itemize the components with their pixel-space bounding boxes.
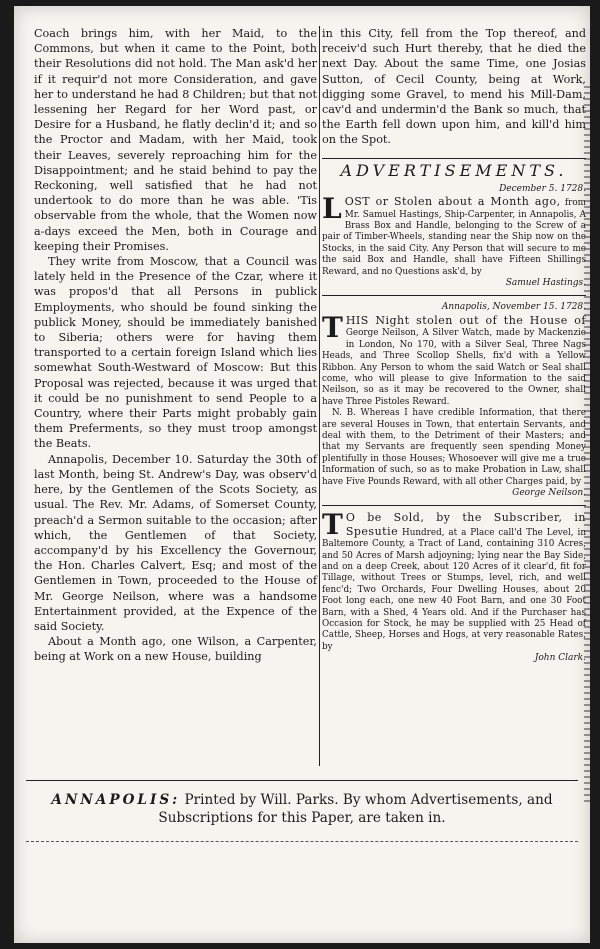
- ad-divider: [322, 295, 586, 296]
- advertisements-heading: ADVERTISEMENTS.: [322, 158, 586, 178]
- ad-lead: O be Sold, by the Subscriber, in Spesutie: [345, 511, 586, 538]
- ad-body: from Mr. Samuel Hastings, Ship-Carpenter, in Annapolis, A Brass Box and Handle, belonging to the Screw of a pair of Timber-Wheels, standing near the Ship now on the Stocks, in the said City. Any Person that will secure to me the said Box and Handle, shall have Fifteen Shillings Reward, and no Questions ask'd, by: [322, 198, 587, 277]
- newspaper-page: [14, 6, 590, 943]
- ad-divider: [322, 505, 586, 506]
- ad-date: Annapolis, November 15. 1728.: [441, 302, 586, 313]
- ad-note: N. B. Whereas I have credible Information, that there are several Houses in Town, that entertain Servants, and deal with them, to the Detriment of their Masters; and that my Servants are frequently seen spending Money plentifully in those Houses; Whosoever will give me a true Information of such, so as to make Probation in Law, shall have Five Pounds Reward, with all other Charges paid, by: [322, 408, 586, 487]
- ad-date: December 5. 1728.: [499, 183, 586, 194]
- right-column: [322, 26, 586, 671]
- ad-signature: George Neilson.: [512, 487, 586, 498]
- ad-lead: HIS Night stolen out of the House of: [345, 313, 586, 327]
- ad-signature: Samuel Hastings.: [505, 278, 586, 289]
- news-paragraph-wilson: About a Month ago, one Wilson, a Carpenter, being at Work on a new House, building: [34, 635, 317, 664]
- column-divider: [319, 26, 320, 766]
- ad-land-for-sale: [322, 508, 586, 664]
- ad-body: Hundred, at a Place call'd The Level, in Baltemore County, a Tract of Land, containing 310 Acres, and 50 Acres of Marsh adjoyning; lying near the Bay Side, and on a deep Creek, about 120 Acres of it clear'd, fit for Tillage, without Trees or Stumps, level, rich, and well fenc'd; Two Orchards, Four Dwelling Houses, about 20 Foot long each, one new 40 Foot Barn, and one 30 Foot Barn, with a Shed, 4 Years old. And if the Purchaser has Occasion for Stock, he may be supplied with 25 Head of Cattle, Sheep, Horses and Hogs, at very reasonable Rates, by: [322, 527, 586, 652]
- imprint-text: Printed by Will. Parks. By whom Advertisements, and Subscriptions for this Paper, are taken in.: [158, 792, 553, 826]
- ad-body: George Neilson, A Silver Watch, made by Mackenzie in London, No 170, with a Silver Seal, Three Nags Heads, and Three Scollop Shells, fix'd with a Yellow Ribbon. Any Person to whom the said Watch or Seal shall come, who will please to give Information to the said Neilson, so as it may be recovered to the Owner, shall have Three Pistoles Reward.: [322, 328, 586, 407]
- news-paragraph-annapolis: Annapolis, December 10. Saturday the 30th of last Month, being St. Andrew's Day, was observ'd here, by the Gentlemen of the Scots Society, as usual. The Rev. Mr. Adams, of Somerset County, preach'd a Sermon suitable to the occasion; after which, the Gentlemen of that Society, accompany'd by his Excellency the Governour, the Hon. Charles Calvert, Esq; and most of the Gentlemen in Town, proceeded to the House of Mr. George Neilson, where was a handsome Entertainment provided, at the Expence of the said Society.: [34, 452, 317, 633]
- imprint-place: ANNAPOLIS:: [51, 792, 181, 808]
- ad-dropcap: L: [322, 192, 342, 226]
- ad-dropcap: T: [322, 508, 343, 542]
- news-continuation: in this City, fell from the Top thereof, and receiv'd such Hurt thereby, that he died the next Day. About the same Time, one Josias Sutton, of Cecil County, being at Work, digging some Gravel, to mend his Mill-Dam, cav'd and undermin'd the Bank so much, that the Earth fell down upon him, and kill'd him on the Spot.: [322, 27, 586, 147]
- news-paragraph-1: Coach brings him, with her Maid, to the Commons, but when it came to the Point, both their Resolutions did not hold. The Man ask'd her if it requir'd not more Consideration, and gave her to understand he had 8 Children; but that not lessening her Regard for her Word past, or Desire for a Husband, he flatly declin'd it; and so the Proctor and Madam, with her Maid, took their Leaves, severely reproaching him for the Disappointment; and he staid behind to pay the Reckoning, well satisfied that he had not undertook to do more than he was able. 'Tis observable from the whole, that the Women now a-days exceed the Men, both in Courage and keeping their Promises.: [34, 27, 317, 253]
- ad-lost-box: [322, 184, 586, 290]
- left-column: [34, 26, 317, 665]
- ad-stolen-watch: [322, 302, 586, 499]
- ad-dropcap: T: [322, 310, 343, 344]
- printer-imprint: [26, 780, 578, 842]
- ad-signature: John Clark.: [534, 653, 586, 664]
- ad-lead: OST or Stolen about a Month ago,: [344, 195, 561, 209]
- news-paragraph-moscow: They write from Moscow, that a Council was lately held in the Presence of the Czar, where it was propos'd that all Persons in publick Employments, who should be found sinking the publick Money, should be immediately banished to Siberia; others were for having them transported to a certain foreign Island which lies somewhat South-Westward of Moscow: But this Proposal was rejected, because it was urged that it could be no punishment to send People to a Country, where their Parts might probably gain them Preferments, so they must troop amongst the Beats.: [34, 255, 317, 451]
